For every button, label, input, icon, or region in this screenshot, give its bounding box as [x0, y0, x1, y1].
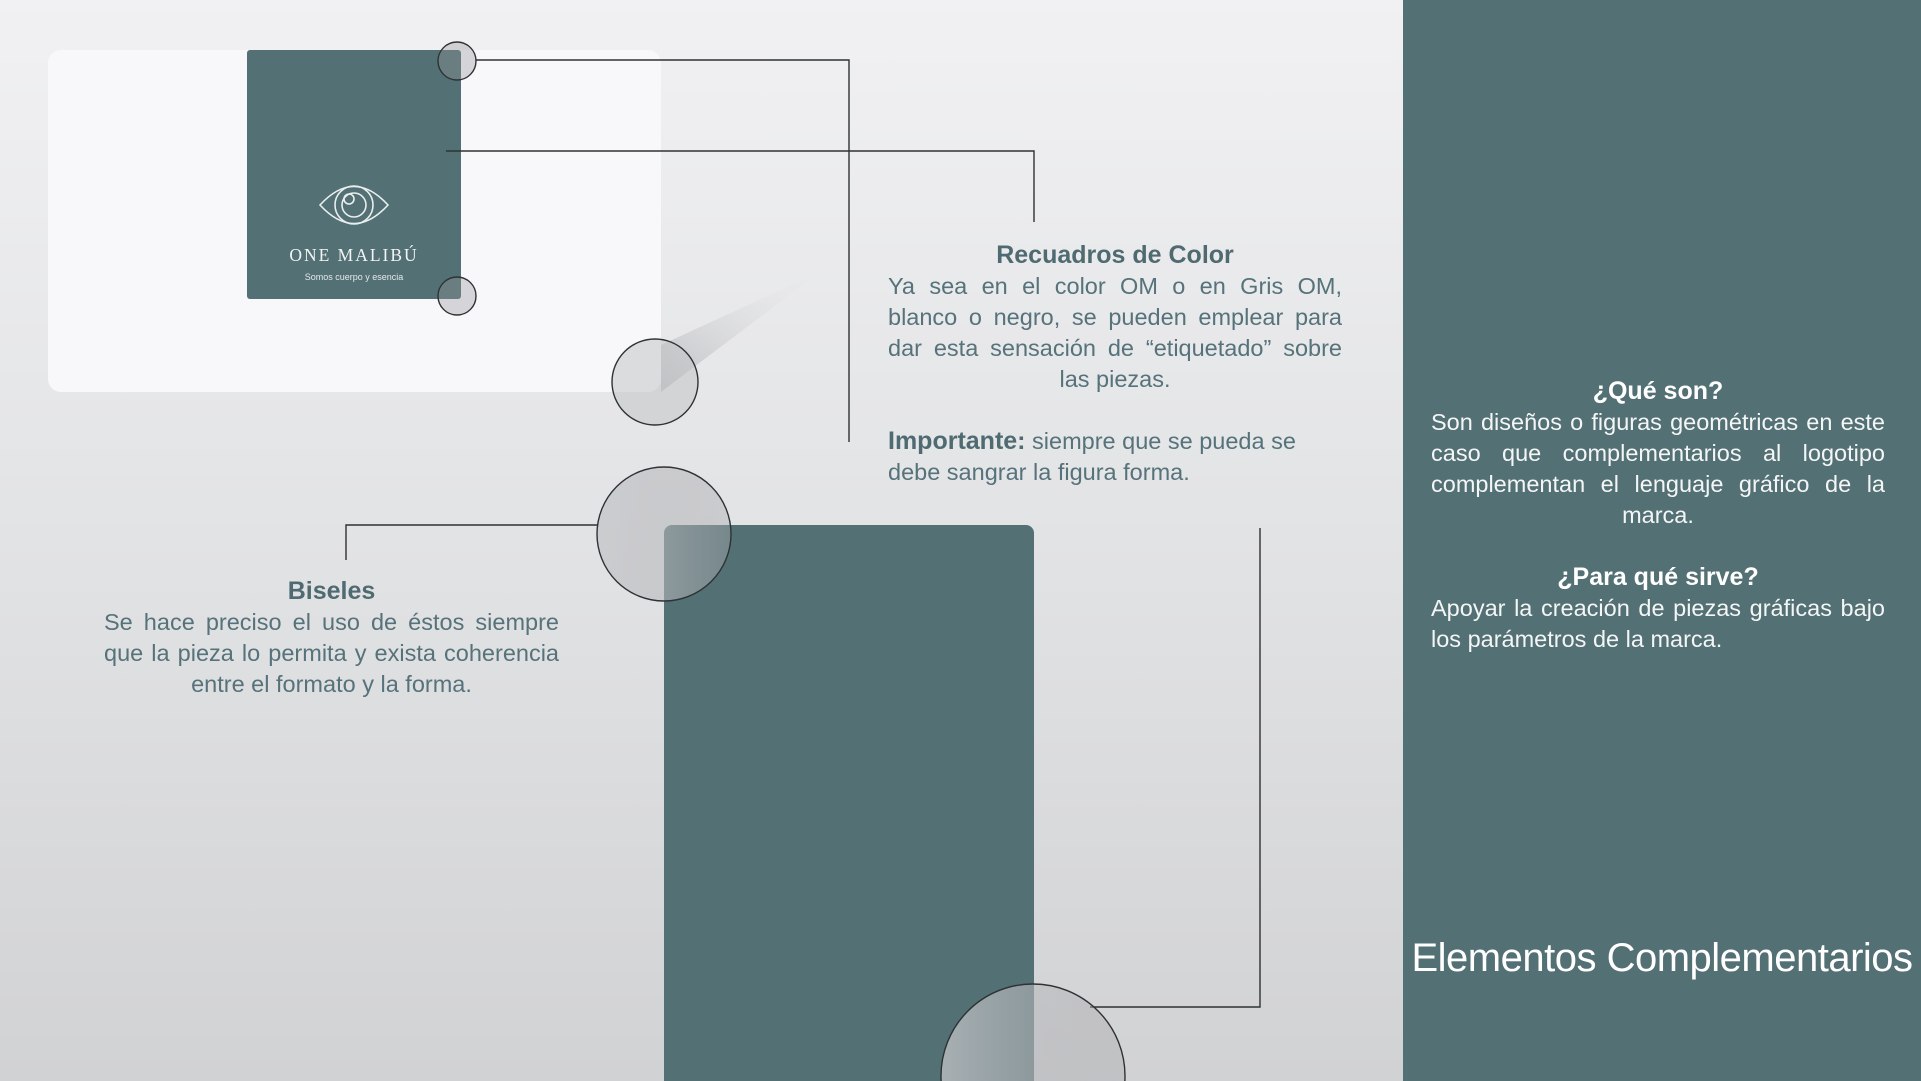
recuadros-body: Ya sea en el color OM o en Gris OM, blanco o negro, se pueden emplear para dar esta sensación de “etiquetado” sobre las piezas. — [888, 273, 1342, 392]
recuadros-block — [888, 240, 1342, 488]
sidebar-answer-1: Son diseños o figuras geométricas en este caso que complementarios al logotipo complementan el lenguaje gráfico de la marca. — [1431, 409, 1885, 528]
important-label: Importante: — [888, 427, 1026, 455]
spacer — [888, 395, 1342, 426]
important-text: siempre que se pueda se debe sangrar la figura forma. — [888, 428, 1296, 485]
sidebar-question-1: ¿Qué son? — [1592, 377, 1724, 405]
spacer — [1431, 531, 1885, 562]
brand-tagline: Somos cuerpo y esencia — [304, 272, 404, 282]
brand-name: ONE MALIBÚ — [289, 245, 419, 265]
bevel-lens-box — [597, 467, 731, 601]
recuadros-title: Recuadros de Color — [996, 241, 1234, 269]
biseles-title: Biseles — [287, 577, 376, 605]
sidebar-answer-2: Apoyar la creación de piezas gráficas bajo los parámetros de la marca. — [1431, 595, 1885, 652]
sidebar-question-2: ¿Para qué sirve? — [1557, 563, 1759, 591]
sidebar-text — [1431, 376, 1885, 655]
bevel-lens-panel — [612, 339, 698, 425]
bevel-marker-top — [438, 42, 476, 80]
biseles-body: Se hace preciso el uso de éstos siempre que la pieza lo permita y exista coherencia entre el formato y la forma. — [104, 609, 559, 697]
biseles-block — [104, 576, 559, 700]
color-box — [664, 525, 1034, 1081]
important-note — [888, 426, 1342, 488]
section-title: Elementos Complementarios — [1411, 936, 1913, 980]
